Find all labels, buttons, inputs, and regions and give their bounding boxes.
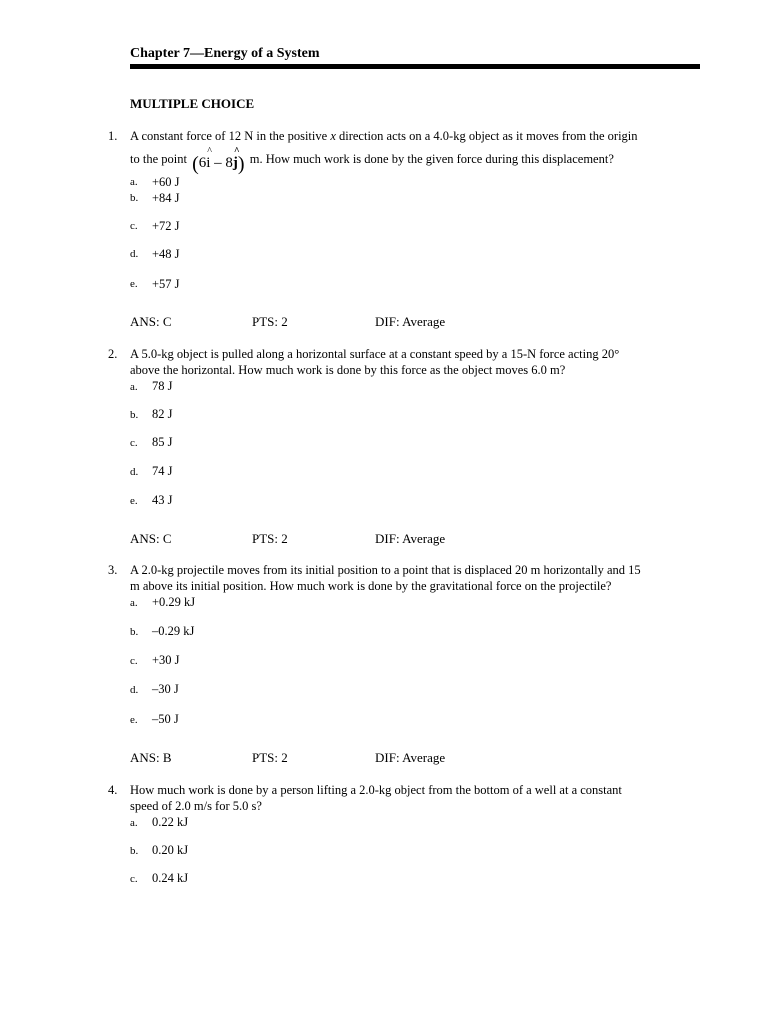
question-text-line: How much work is done by a person lifting a 2.0-kg object from the bottom of a well at a constant bbox=[130, 783, 622, 797]
option-letter: c. bbox=[130, 655, 138, 667]
chapter-rule bbox=[130, 64, 700, 69]
option-text: +30 J bbox=[152, 653, 180, 667]
option-letter: b. bbox=[130, 845, 139, 857]
option-text: 43 J bbox=[152, 493, 173, 507]
answer-key: ANS: C bbox=[130, 531, 172, 546]
option-letter: a. bbox=[130, 381, 138, 393]
option-letter: a. bbox=[130, 817, 138, 829]
section-title: MULTIPLE CHOICE bbox=[130, 96, 255, 111]
points: PTS: 2 bbox=[252, 531, 288, 546]
option-letter: d. bbox=[130, 684, 139, 696]
question-text-line: to the point (6i ^ – 8j ^) m. How much work is done by the given force during this displacement? bbox=[130, 152, 614, 176]
option-text: 0.20 kJ bbox=[152, 843, 189, 857]
option-text: 85 J bbox=[152, 435, 173, 449]
displacement-vector: (6i ^ – 8j ^) bbox=[192, 153, 245, 176]
points: PTS: 2 bbox=[252, 750, 288, 765]
option-text: +0.29 kJ bbox=[152, 595, 196, 609]
chapter-title: Chapter 7—Energy of a System bbox=[130, 46, 320, 61]
difficulty: DIF: Average bbox=[375, 750, 446, 765]
option-letter: e. bbox=[130, 495, 138, 507]
option-text: +57 J bbox=[152, 277, 180, 291]
points: PTS: 2 bbox=[252, 314, 288, 329]
question-number: 2. bbox=[108, 347, 118, 361]
question-text-line: A constant force of 12 N in the positive x direction acts on a 4.0-kg object as it moves from the origin bbox=[130, 129, 638, 143]
option-text: +72 J bbox=[152, 219, 180, 233]
option-text: 78 J bbox=[152, 379, 173, 393]
option-letter: d. bbox=[130, 248, 139, 260]
difficulty: DIF: Average bbox=[375, 531, 446, 546]
answer-key: ANS: C bbox=[130, 314, 172, 329]
option-letter: a. bbox=[130, 176, 138, 188]
option-letter: b. bbox=[130, 192, 139, 204]
option-letter: c. bbox=[130, 873, 138, 885]
option-letter: e. bbox=[130, 714, 138, 726]
option-text: +60 J bbox=[152, 175, 180, 189]
option-text: 0.22 kJ bbox=[152, 815, 189, 829]
question-text-line: m above its initial position. How much work is done by the gravitational force on the projectile? bbox=[130, 579, 612, 593]
question-text-line: A 5.0-kg object is pulled along a horizontal surface at a constant speed by a 15-N force acting 20° bbox=[130, 347, 620, 361]
question-text-line: speed of 2.0 m/s for 5.0 s? bbox=[130, 799, 262, 813]
question-number: 1. bbox=[108, 129, 118, 143]
option-text: +48 J bbox=[152, 247, 180, 261]
option-letter: b. bbox=[130, 409, 139, 421]
option-text: –50 J bbox=[152, 712, 179, 726]
option-letter: a. bbox=[130, 597, 138, 609]
option-letter: d. bbox=[130, 466, 139, 478]
option-letter: e. bbox=[130, 278, 138, 290]
option-letter: b. bbox=[130, 626, 139, 638]
answer-key: ANS: B bbox=[130, 750, 172, 765]
question-number: 4. bbox=[108, 783, 118, 797]
question-number: 3. bbox=[108, 563, 118, 577]
option-text: –30 J bbox=[152, 682, 179, 696]
difficulty: DIF: Average bbox=[375, 314, 446, 329]
question-text-line: above the horizontal. How much work is done by this force as the object moves 6.0 m? bbox=[130, 363, 566, 377]
option-text: –0.29 kJ bbox=[152, 624, 195, 638]
option-text: 0.24 kJ bbox=[152, 871, 189, 885]
option-letter: c. bbox=[130, 437, 138, 449]
option-text: +84 J bbox=[152, 191, 180, 205]
option-text: 74 J bbox=[152, 464, 173, 478]
question-text-line: A 2.0-kg projectile moves from its initial position to a point that is displaced 20 m horizontally and 15 bbox=[130, 563, 641, 577]
option-letter: c. bbox=[130, 220, 138, 232]
option-text: 82 J bbox=[152, 407, 173, 421]
